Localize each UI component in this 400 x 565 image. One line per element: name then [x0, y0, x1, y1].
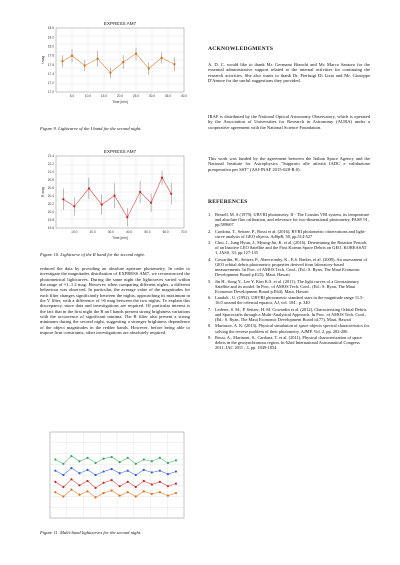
- data-point: [103, 470, 105, 472]
- data-point: [62, 198, 64, 200]
- reference-number: 7.: [208, 306, 212, 312]
- x-tick-label: 10.0: [71, 230, 78, 234]
- data-point: [159, 457, 161, 459]
- data-point: [135, 486, 137, 488]
- body-paragraph: reduced the data by providing an absolute aperture photometry. In order to investigate the magnitudes distribution of EXPRESS AM7, we reconstructed the photometrical lightcurves. During the same night the lightcurves varied within the range of ≈1–1.2 mag. However, when comparing different nights, a different behaviour was observed. In particular, the average value of the magnitudes for each filter changes significantly between the nights, approaching its maximum in the V filter, with a difference of ≈6 mag between the two nights. To explain this discrepancy, more data and investigations are required. Of particular interest is the fact that in the first night the R an I bands present strong brightness variations with the occurrence of significant minima. The R filter also present a strong minimum during the second night, suggesting a stronger brightness dependence of the object magnitudes in the redder bands. However, before being able to impose firm constraints, other investigations are absolutely required.: [40, 266, 190, 336]
- y-tick-label: 21.0: [47, 170, 54, 175]
- figure-10-caption: Figure 10. Lightcurve of the R band for the second night.: [40, 252, 145, 257]
- x-tick-label: 10.0: [84, 94, 92, 98]
- data-point: [62, 474, 64, 476]
- body-text: [40, 266, 190, 335]
- y-tick-label: 18.0: [47, 44, 54, 49]
- reference-text: Choi, J., Jung Hyun, J., Myung-Jin, K. et al. (2016), Determining the Rotation Periods of an Inactive LEO Satellite and the First Korean Space Debris on GEO, KOREASAT 1, JASS, 33, pp.127-135: [215, 240, 367, 256]
- data-point: [135, 53, 137, 55]
- data-point: [78, 472, 80, 474]
- data-point: [94, 474, 96, 476]
- reference-item: [208, 240, 370, 255]
- data-point: [78, 494, 80, 496]
- y-tick-label: 18.5: [47, 26, 54, 31]
- y-tick-label: 18.2: [47, 35, 54, 40]
- data-point: [109, 72, 111, 74]
- data-point: [127, 491, 129, 493]
- ack-paragraph-1: A. D. C. would like to thank Mr. Germano Bianchi and Mr. Marco Santoro for the essential administrative support related to the internal activities for continuing the research activities. She also wants to thank Dr. Pierluigi Di Lizia and Mr. Giuseppe D'Amore for the useful suggestions they provided.: [208, 62, 370, 84]
- data-point: [70, 478, 72, 480]
- reference-list: [208, 212, 370, 352]
- data-point: [167, 485, 169, 487]
- reference-text: Landolt , U. (1992), UBVRI photometric standard stars in the magnitude range 11.5-16.0 around the celestial equator, AJ, vol. 104 , p. 340: [215, 295, 364, 306]
- data-point: [126, 216, 128, 218]
- acknowledgments-heading: ACKNOWLEDGMENTS: [208, 46, 274, 52]
- data-point: [143, 490, 145, 492]
- x-tick-label: 60.0: [162, 230, 169, 234]
- data-point: [175, 470, 177, 472]
- data-point: [119, 485, 121, 487]
- reference-item: [208, 212, 370, 227]
- data-point: [175, 483, 177, 485]
- data-point: [78, 484, 80, 486]
- data-point: [86, 457, 88, 459]
- data-point: [119, 495, 121, 497]
- reference-number: 2.: [208, 228, 212, 234]
- data-point: [113, 195, 115, 197]
- data-point: [70, 467, 72, 469]
- x-tick-label: 40.0: [180, 94, 188, 98]
- references-heading: REFERENCES: [208, 199, 248, 205]
- data-point: [62, 463, 64, 465]
- y-axis-label: R mag: [41, 187, 45, 197]
- reference-text: Rossi, A., Marinoni, S., Cardona, T. et al. (2011), Physical characterization of space debris in the geosynchronous region. In 62nd International Astronautical Congress 2011, IAC 2011 , 3, pp. 1849-1854: [215, 334, 362, 351]
- data-point: [54, 481, 56, 483]
- x-tick-label: 15.0: [100, 94, 108, 98]
- data-point: [103, 492, 105, 494]
- data-point: [122, 61, 124, 63]
- data-point: [73, 205, 75, 207]
- data-point: [86, 480, 88, 482]
- reference-number: 4.: [208, 256, 212, 262]
- reference-text: Murtazov, A. K. (2013), Physical simulation of space objects spectral characteristics for solving the reverse problem of their photometry, AJMP, Vol. 2, pp. 282-286: [215, 323, 370, 334]
- data-point: [148, 67, 150, 69]
- x-tick-label: 50.0: [144, 230, 151, 234]
- reference-number: 3.: [208, 240, 212, 246]
- reference-number: 6.: [208, 295, 212, 301]
- figure-11-caption: Figure 11. Multi-band lightcurves for the second night.: [40, 530, 142, 535]
- y-tick-label: 21.2: [47, 162, 54, 167]
- data-point: [139, 191, 141, 193]
- data-point: [143, 469, 145, 471]
- reference-text: Bessell, M. S (1979), UBVRI photometry. II - The Cousins VRI system, its temperature and absolute flux calibration, and relevance for two-dimensional photometry, PASP, 91, pp.589607: [215, 212, 370, 228]
- x-tick-label: 20.0: [89, 230, 96, 234]
- data-point: [103, 482, 105, 484]
- y-tick-label: 20.6: [47, 186, 54, 191]
- data-point: [159, 481, 161, 483]
- y-tick-label: 20.8: [47, 178, 54, 183]
- reference-item: [208, 335, 370, 350]
- data-point: [103, 458, 105, 460]
- data-point: [111, 456, 113, 458]
- data-point: [62, 486, 64, 488]
- ack-paragraph-2: IRAF is distributed by the National Optical Astronomy Observatory, which is operated by the Association of Universities for Research in Astronomy (AURA) under a cooperative agreement with the National Science Foundation.: [208, 114, 370, 130]
- data-point: [127, 481, 129, 483]
- reference-item: [208, 307, 370, 322]
- data-point: [150, 202, 152, 204]
- x-tick-label: 25.0: [132, 94, 140, 98]
- reference-item: [208, 323, 370, 333]
- data-point: [94, 496, 96, 498]
- data-point: [54, 470, 56, 472]
- data-point: [159, 470, 161, 472]
- chart-title: EXPRESS AM7: [103, 21, 137, 26]
- data-point: [173, 63, 175, 65]
- data-point: [175, 459, 177, 461]
- data-point: [86, 490, 88, 492]
- data-point: [61, 60, 63, 62]
- data-point: [78, 460, 80, 462]
- reference-number: 9.: [208, 334, 212, 340]
- reference-text: Jin H., Song Y., Lee Y, Kim K.S. et al. (2011), The light curves of a Geostationary Satellite and its model. In Proc. of AMOS Tech. Conf., (Ed.: S. Ryan, The Maui Economic Development Board p.E64), Maui, Hawaii: [215, 278, 360, 294]
- data-point: [127, 470, 129, 472]
- data-point: [54, 491, 56, 493]
- y-tick-label: 20.4: [47, 194, 54, 199]
- data-point: [71, 55, 73, 57]
- x-tick-label: 40.0: [126, 230, 133, 234]
- data-point: [151, 493, 153, 495]
- reference-text: Lederer, S. M., P. Seitzer, H. M. Cowardin et al. (2012), Characterizing Orbital Debris and Spacecrafts through a Multi-Analytical Approach. In Proc. of AMOS Tech. Conf., (Ed.: S. Ryan, The Maui Economic Development Board id.77), Maui, Hawaii: [215, 306, 367, 323]
- x-axis-label: Time [min]: [112, 100, 128, 104]
- reference-text: Cowardin, H., Seitzer, P., Abercromby, K., E.S. Barker, et al. (2009), An assessment of GEO orbital debris photometric properties derived from laboratory-based measurements. In Proc. of AMOS Tech. Conf., (Ed.: S. Ryan, The Maui Economic Development Board p.E25), Maui, Hawaii: [215, 256, 368, 278]
- figure-9: [40, 16, 190, 106]
- y-tick-label: 21.4: [47, 154, 54, 159]
- x-tick-label: 70.0: [180, 230, 188, 234]
- data-point: [159, 491, 161, 493]
- x-tick-label: 30.0: [148, 94, 156, 98]
- y-tick-label: 17.0: [47, 90, 54, 95]
- figure-11: [40, 426, 190, 524]
- data-point: [88, 187, 90, 189]
- data-point: [84, 64, 86, 66]
- data-point: [167, 495, 169, 497]
- data-point: [127, 457, 129, 459]
- figure-10-chart: [40, 146, 190, 246]
- data-point: [70, 455, 72, 457]
- figure-9-caption: Figure 9. Lightcurve of the I band for the second night.: [40, 126, 142, 131]
- figure-11-chart: [40, 426, 190, 524]
- y-tick-label: 17.8: [47, 53, 54, 58]
- reference-number: 8.: [208, 323, 212, 329]
- data-point: [101, 204, 103, 206]
- reference-item: [208, 257, 370, 278]
- x-tick-label: 20.0: [116, 94, 124, 98]
- figure-9-chart: [40, 16, 190, 106]
- reference-number: 5.: [208, 278, 212, 284]
- reference-number: 1.: [208, 212, 212, 217]
- data-point: [119, 461, 121, 463]
- data-point: [135, 474, 137, 476]
- data-point: [119, 472, 121, 474]
- y-tick-label: 20.2: [47, 202, 54, 207]
- data-point: [111, 489, 113, 491]
- y-tick-label: 17.2: [47, 81, 54, 86]
- data-point: [161, 177, 163, 179]
- data-point: [111, 479, 113, 481]
- data-point: [54, 458, 56, 460]
- data-point: [151, 483, 153, 485]
- data-point: [94, 487, 96, 489]
- data-point: [94, 462, 96, 464]
- chart-title: EXPRESS AM7: [103, 149, 137, 154]
- data-point: [161, 57, 163, 59]
- data-point: [170, 193, 172, 195]
- x-tick-label: 5.0: [69, 94, 75, 98]
- reference-item: [208, 295, 370, 305]
- x-tick-label: 30.0: [107, 230, 114, 234]
- reference-text: Cardona, T., Seitzer, P., Rossi et al. (2016), BVRI photometric observations and light-curve analysis of GEO objects, AdSpR, 58, pp.514-527: [215, 228, 366, 239]
- data-point: [167, 462, 169, 464]
- data-point: [86, 469, 88, 471]
- data-point: [175, 492, 177, 494]
- reference-item: [208, 279, 370, 294]
- data-point: [135, 495, 137, 497]
- data-point: [167, 473, 169, 475]
- ack-paragraph-3: This work was funded by the agreement between the Italian Space Agency and the National Institute for Astrophysics "Supporto alle attività IADC e validazione preoperativa per SST" (ASI-INAF 2015-028-R.0).: [208, 156, 370, 172]
- data-point: [135, 463, 137, 465]
- x-tick-label: 35.0: [164, 94, 172, 98]
- data-point: [111, 468, 113, 470]
- y-tick-label: 19.8: [47, 218, 54, 223]
- data-point: [151, 460, 153, 462]
- y-axis-label: I mag: [41, 55, 45, 65]
- data-point: [151, 471, 153, 473]
- data-point: [143, 480, 145, 482]
- data-point: [97, 58, 99, 60]
- y-tick-label: 17.4: [47, 71, 54, 76]
- x-axis-label: Time [min]: [112, 236, 128, 240]
- y-tick-label: 17.6: [47, 62, 54, 67]
- figure-10: [40, 146, 190, 246]
- data-point: [70, 489, 72, 491]
- y-tick-label: 19.6: [47, 226, 54, 231]
- data-point: [62, 495, 64, 497]
- y-tick-label: 20.0: [47, 210, 54, 215]
- data-point: [143, 458, 145, 460]
- reference-item: [208, 229, 370, 239]
